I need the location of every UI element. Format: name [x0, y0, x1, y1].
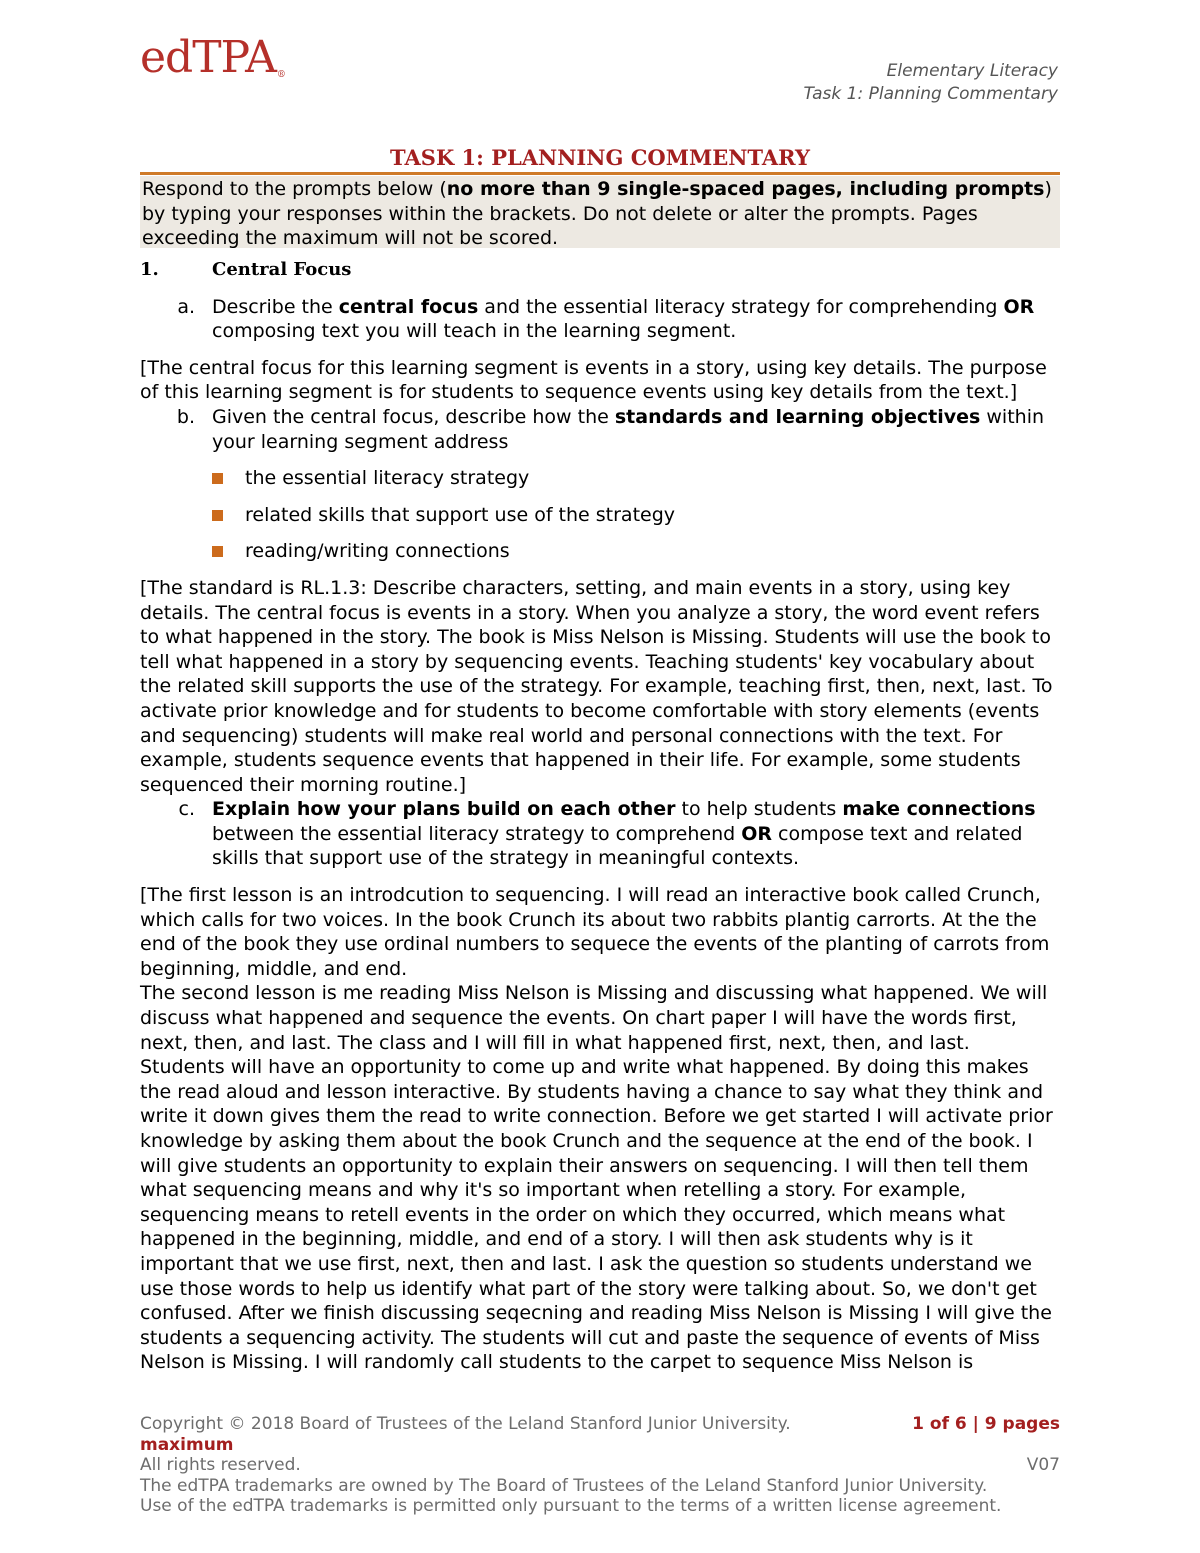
answer-a[interactable]: [The central focus for this learning segment is events in a story, using key details. The purpose of this learning segment is for students to sequence events using key details from the text.] [140, 356, 1047, 404]
answer-c-para-2: The second lesson is me reading Miss Nelson is Missing and discussing what happened. We will discuss what happened and sequence the events. On chart paper I will have the words first, next, then, and last. The class and I will fill in what happened first, next, then, and last. Students will have an opportunity to come up and write what happened. By doing this makes the read aloud and lesson interactive. By students having a chance to say what they think and write it down gives them the read to write connection. Before we get started I will activate prior knowledge by asking them about the book Crunch and the sequence at the end of the book. I will give students an opportunity to explain their answers on sequencing. I will then tell them what sequencing means and why it's so important when retelling a story. For example, sequencing means to retell events in the order on which they occurred, which means what happened in the beginning, middle, and end of a story. I will then ask students why is it important that we use first, next, then and last. I ask the question so students understand we use those words to help us identify what part of the story were talking about. So, we don't get confused. After we finish discussing seqecning and reading Miss Nelson is Missing I will give the students a sequencing activity. The students will cut and paste the sequence of events of Miss Nelson is Missing. I will randomly call students to the carpet to sequence Miss Nelson is [140, 982, 1053, 1374]
pc-t1: to help students [675, 798, 843, 821]
prompt-b [140, 405, 1060, 454]
footer-trademark-2: Use of the edTPA trademarks is permitted only pursuant to the terms of a written license agreement. [140, 1496, 1002, 1516]
instr-part-1: Respond to the prompts below ( [142, 178, 447, 200]
instr-bold: no more than 9 single-spaced pages, including prompts [446, 178, 1045, 200]
pc-b2: make connections [842, 798, 1036, 821]
footer-page-count: 1 of 6 | 9 pages [912, 1414, 1060, 1434]
prompt-c-label: c. [178, 798, 195, 821]
prompt-c [140, 797, 1060, 871]
pa-t3: composing text you will teach in the learning segment. [212, 320, 737, 343]
prompt-a [140, 295, 1060, 344]
square-bullet-icon [212, 510, 223, 521]
prompt-c-text [212, 797, 1060, 871]
section-heading [140, 258, 1060, 283]
list-item [212, 503, 1060, 528]
bullet-text: related skills that support use of the strategy [245, 503, 676, 526]
answer-b[interactable]: [The standard is RL.1.3: Describe characters, setting, and main events in a story, using key details. The central focus is events in a story. When you analyze a story, the word event refers to what happened in the story. The book is Miss Nelson is Missing. Students will use the book to tell what happened in a story by sequencing events. Teaching students' key vocabulary about the related skill supports the use of the strategy. For example, teaching first, then, next, last. To activate prior knowledge and for students to become comfortable with story elements (events and sequencing) students will make real world and personal connections with the text. For example, students sequence events that happened in their life. For example, some students sequenced their morning routine.] [140, 576, 1053, 796]
answer-c-para-1: [The first lesson is an introdcution to sequencing. I will read an interactive book called Crunch, which calls for two voices. In the book Crunch its about two rabbits plantig carrorts. At the the end of the book they use ordinal numbers to sequece the events of the planting of carrots from beginning, middle, and end. [140, 884, 1050, 980]
prompt-a-text [212, 295, 1060, 344]
list-item [212, 539, 1060, 564]
commentary-body [140, 258, 1060, 1375]
footer-rights: All rights reserved. [140, 1455, 301, 1475]
pb-t1: Given the central focus, describe how the [212, 405, 615, 428]
answer-c[interactable] [140, 883, 1060, 1375]
page-footer [140, 1414, 1060, 1517]
pa-t1: Describe the [212, 295, 339, 318]
list-item [212, 466, 1060, 491]
pa-b2: OR [1003, 295, 1035, 318]
pa-t2: and the essential literacy strategy for comprehending [478, 295, 1004, 318]
registered-mark: ® [276, 70, 285, 80]
footer-version: V07 [1026, 1455, 1060, 1475]
pc-t3: compose text and related skills that support use of the strategy in meaningful contexts. [212, 822, 1023, 870]
pb-t2: within your learning segment address [212, 405, 1045, 453]
bullet-text: the essential literacy strategy [245, 467, 530, 490]
pb-b1: standards and learning objectives [614, 405, 981, 428]
footer-row-2 [140, 1455, 1060, 1476]
prompt-a-label: a. [177, 295, 195, 318]
footer-row-1 [140, 1414, 1060, 1435]
square-bullet-icon [212, 546, 223, 557]
instructions-text [140, 176, 1060, 251]
title-divider [140, 172, 1060, 175]
instructions-box [140, 176, 1060, 248]
bullet-text: reading/writing connections [245, 540, 510, 563]
instr-part-2: ) by typing your responses within the brackets. Do not delete or alter the prompts. Pages exceeding the maximum will not be scored. [142, 178, 1052, 249]
pc-b1: Explain how your plans build on each other [212, 798, 676, 821]
page-title: TASK 1: PLANNING COMMENTARY [390, 145, 810, 170]
pa-b1: central focus [338, 295, 479, 318]
footer-trademark-1: The edTPA trademarks are owned by The Board of Trustees of the Leland Stanford Junior University. [140, 1475, 988, 1496]
section-number: 1. [140, 259, 159, 280]
prompt-b-text [212, 405, 1060, 454]
section-title: Central Focus [212, 259, 352, 280]
pc-b3: OR [741, 822, 773, 845]
logo-text: edTPA [140, 32, 276, 83]
running-header [804, 60, 1058, 106]
footer-page-max: maximum [140, 1434, 234, 1455]
pc-t2: between the essential literacy strategy to comprehend [212, 822, 742, 845]
square-bullet-icon [212, 473, 223, 484]
footer-copyright: Copyright © 2018 Board of Trustees of the Leland Stanford Junior University. [140, 1414, 791, 1434]
prompt-b-label: b. [176, 405, 195, 428]
header-task: Task 1: Planning Commentary [803, 84, 1058, 104]
header-subject: Elementary Literacy [886, 61, 1058, 81]
prompt-b-bullets [140, 466, 1060, 564]
edtpa-logo [140, 32, 285, 83]
